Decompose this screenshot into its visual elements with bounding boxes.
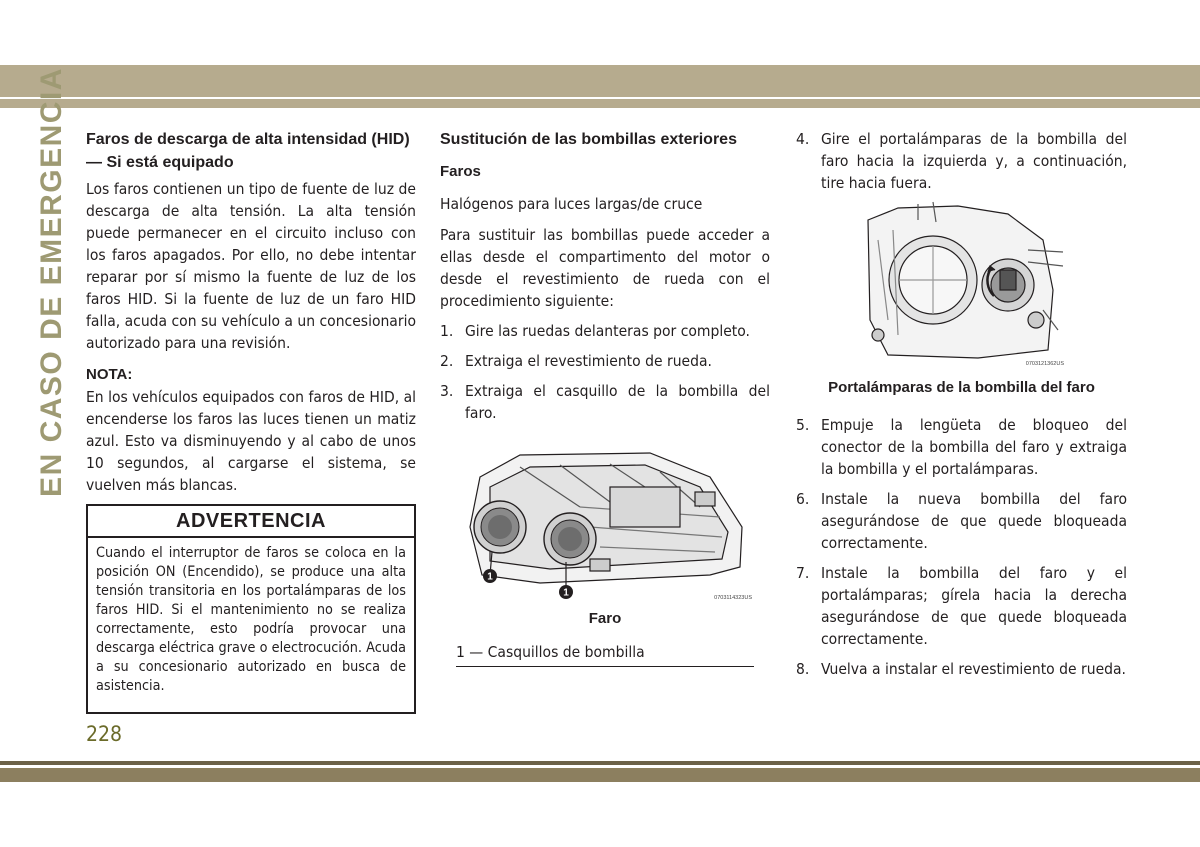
note-label: NOTA:	[86, 366, 133, 383]
step-number: 8.	[796, 660, 810, 678]
halogen-line: Halógenos para luces largas/de cruce	[440, 195, 703, 213]
step-item	[796, 488, 1127, 554]
header-rule	[0, 99, 1200, 108]
hid-heading: Faros de descarga de alta intensidad (HID) — Si está equipado	[86, 131, 410, 171]
note-text: En los vehículos equipados con faros de HID, al encenderse los faros las luces tienen un matiz azul. Esto va disminuyendo y al cabo de unos 10 segundos, al cargarse el sistema, se vuelven más blancas.	[86, 388, 416, 494]
callout-marker	[483, 569, 497, 583]
step-number: 6.	[796, 490, 810, 508]
step-text: Gire el portalámparas de la bombilla del faro hacia la izquierda y, a continuación, tire hacia fuera.	[821, 130, 1127, 192]
callout-marker	[559, 585, 573, 599]
exterior-bulbs-heading: Sustitución de las bombillas exteriores	[440, 131, 737, 148]
bulb-holder-caption: Portalámparas de la bombilla del faro	[828, 379, 1095, 396]
step-number: 5.	[796, 416, 810, 434]
headlamp-illustration	[460, 447, 760, 605]
step-item	[796, 128, 1127, 194]
step-number: 2.	[440, 352, 454, 370]
page-number: 228	[86, 722, 123, 746]
step-text: Instale la bombilla del faro y el portalámparas; gírela hacia la derecha asegurándose de que quede bloqueada correctamente.	[821, 564, 1127, 648]
header-band	[0, 65, 1200, 97]
bulb-holder-illustration	[858, 200, 1070, 370]
footer-rule-thick	[0, 768, 1200, 782]
step-item	[440, 320, 770, 342]
warning-box	[86, 504, 416, 714]
step-text: Vuelva a instalar el revestimiento de rueda.	[821, 660, 1126, 678]
headlamp-figure	[460, 447, 760, 605]
steps-list-1	[440, 320, 770, 424]
figure-code: 0703121362US	[1025, 361, 1064, 367]
warning-text: Cuando el interruptor de faros se coloca en la posición ON (Encendido), se produce una alta tensión transitoria en los portalámparas de los faros HID. Si el mantenimiento no se realiza correctamente, esto podría provocar una descarga eléctrica grave o electrocución. Acuda a su concesionario autorizado en busca de asistencia.	[96, 545, 406, 694]
step-number: 1.	[440, 322, 454, 340]
steps-list-2	[796, 128, 1127, 194]
access-paragraph: Para sustituir las bombillas puede acceder a ellas desde el compartimento del motor o desde el revestimiento de rueda con el procedimiento siguiente:	[440, 226, 770, 310]
step-item	[440, 380, 770, 424]
step-text: Extraiga el casquillo de la bombilla del faro.	[465, 382, 770, 422]
section-tab: EN CASO DE EMERGENCIA	[35, 67, 68, 497]
step-text: Empuje la lengüeta de bloqueo del conector de la bombilla del faro y extraiga la bombilla y el portalámparas.	[821, 416, 1127, 478]
figure-legend: 1 — Casquillos de bombilla	[456, 641, 754, 667]
step-number: 7.	[796, 564, 810, 582]
callout-1-left: 1	[487, 571, 493, 583]
column-2	[440, 128, 770, 424]
step-text: Gire las ruedas delanteras por completo.	[465, 322, 750, 340]
headlamp-caption: Faro	[588, 610, 622, 627]
hid-paragraph: Los faros contienen un tipo de fuente de luz de descarga de alta tensión. La alta tensión puede permanecer en el circuito incluso con los faros apagados. Por ello, no debe intentar reparar por sí mismo la fuente de luz de los faros HID. Si la fuente de luz de un faro HID falla, acuda con su vehículo a un concesionario autorizado para una revisión.	[86, 180, 416, 352]
step-item	[796, 414, 1127, 480]
figure-code: 0703114323US	[714, 595, 752, 601]
step-text: Extraiga el revestimiento de rueda.	[465, 352, 712, 370]
warning-title: ADVERTENCIA	[88, 506, 414, 538]
callout-1-right: 1	[563, 587, 569, 599]
column-1	[86, 128, 416, 496]
column-3	[796, 128, 1127, 194]
faros-subheading: Faros	[440, 163, 481, 180]
step-item	[796, 658, 1127, 680]
step-item	[440, 350, 770, 372]
steps-list-3	[796, 414, 1127, 680]
step-number: 4.	[796, 130, 810, 148]
step-item	[796, 562, 1127, 650]
column-3-lower	[796, 414, 1127, 680]
step-number: 3.	[440, 382, 454, 400]
footer-rule-thin	[0, 761, 1200, 765]
step-text: Instale la nueva bombilla del faro asegurándose de que quede bloqueada correctamente.	[821, 490, 1127, 552]
bulb-holder-figure	[858, 200, 1070, 370]
